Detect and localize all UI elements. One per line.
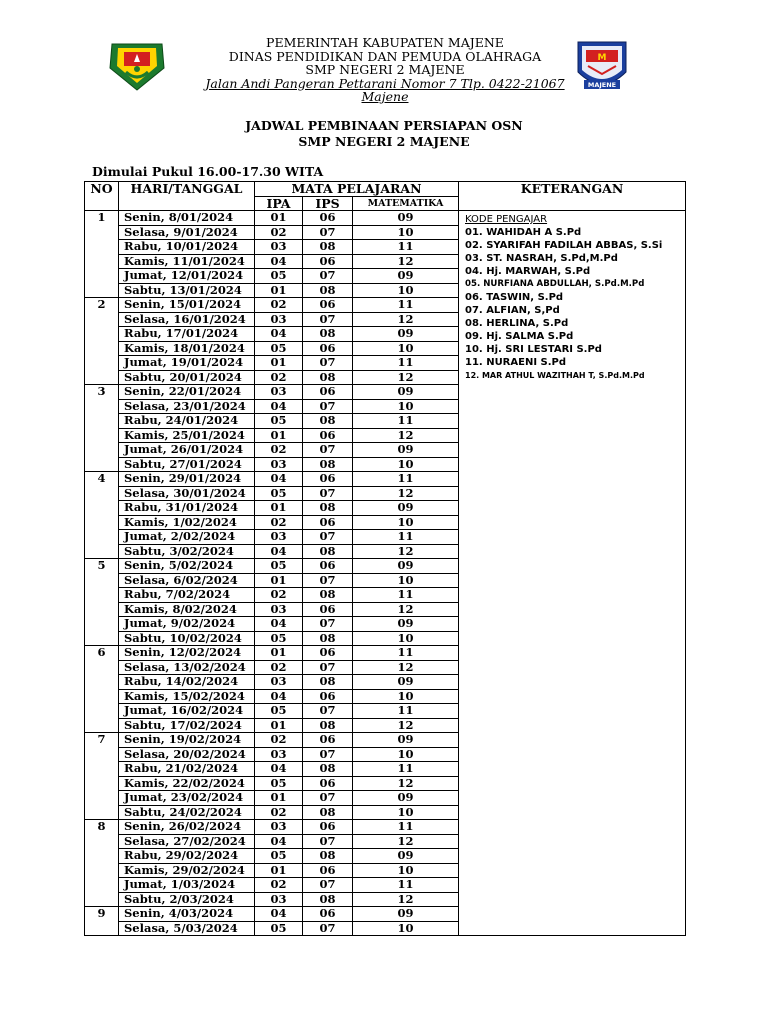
ips-cell: 06 (303, 341, 353, 356)
math-cell: 09 (353, 733, 459, 748)
ips-cell: 08 (303, 718, 353, 733)
math-cell: 12 (353, 428, 459, 443)
date-cell: Rabu, 7/02/2024 (119, 588, 255, 603)
col-header-notes: KETERANGAN (459, 182, 686, 211)
ipa-cell: 02 (255, 588, 303, 603)
ipa-cell: 05 (255, 486, 303, 501)
math-cell: 11 (353, 414, 459, 429)
ips-cell: 07 (303, 573, 353, 588)
ipa-cell: 03 (255, 530, 303, 545)
ipa-cell: 03 (255, 457, 303, 472)
ips-cell: 07 (303, 269, 353, 284)
date-cell: Sabtu, 13/01/2024 (119, 283, 255, 298)
ipa-cell: 01 (255, 791, 303, 806)
col-header-ipa: IPA (255, 196, 303, 211)
ips-cell: 08 (303, 501, 353, 516)
date-cell: Jumat, 1/03/2024 (119, 878, 255, 893)
teacher-code-item: 10. Hj. SRI LESTARI S.Pd (465, 344, 602, 355)
math-cell: 09 (353, 327, 459, 342)
ips-cell: 08 (303, 849, 353, 864)
date-cell: Rabu, 24/01/2024 (119, 414, 255, 429)
ipa-cell: 05 (255, 631, 303, 646)
math-cell: 10 (353, 747, 459, 762)
date-cell: Selasa, 6/02/2024 (119, 573, 255, 588)
date-cell: Rabu, 21/02/2024 (119, 762, 255, 777)
date-cell: Senin, 12/02/2024 (119, 646, 255, 661)
ipa-cell: 01 (255, 211, 303, 226)
ips-cell: 07 (303, 530, 353, 545)
letterhead-line-3: SMP NEGERI 2 MAJENE (305, 62, 465, 78)
teacher-code-item: 12. MAR ATHUL WAZITHAH T, S.Pd.M.Pd (465, 371, 645, 380)
math-cell: 09 (353, 269, 459, 284)
ips-cell: 08 (303, 675, 353, 690)
teacher-code-item: 01. WAHIDAH A S.Pd (465, 227, 582, 238)
ipa-cell: 03 (255, 312, 303, 327)
date-cell: Senin, 5/02/2024 (119, 559, 255, 574)
math-cell: 10 (353, 573, 459, 588)
date-cell: Sabtu, 3/02/2024 (119, 544, 255, 559)
ipa-cell: 05 (255, 269, 303, 284)
ips-cell: 06 (303, 733, 353, 748)
math-cell: 12 (353, 892, 459, 907)
date-cell: Sabtu, 27/01/2024 (119, 457, 255, 472)
date-cell: Selasa, 20/02/2024 (119, 747, 255, 762)
date-cell: Jumat, 23/02/2024 (119, 791, 255, 806)
ips-cell: 07 (303, 747, 353, 762)
ips-cell: 06 (303, 646, 353, 661)
ipa-cell: 02 (255, 733, 303, 748)
ipa-cell: 01 (255, 646, 303, 661)
ipa-cell: 02 (255, 515, 303, 530)
ips-cell: 06 (303, 559, 353, 574)
ipa-cell: 04 (255, 327, 303, 342)
col-header-subjects: MATA PELAJARAN (255, 182, 459, 197)
teacher-code-item: 03. ST. NASRAH, S.Pd,M.Pd (465, 253, 618, 264)
math-cell: 12 (353, 486, 459, 501)
math-cell: 09 (353, 907, 459, 922)
ips-cell: 06 (303, 298, 353, 313)
date-cell: Senin, 26/02/2024 (119, 820, 255, 835)
ips-cell: 06 (303, 776, 353, 791)
week-number: 9 (85, 907, 119, 936)
ipa-cell: 02 (255, 878, 303, 893)
ips-cell: 07 (303, 486, 353, 501)
ips-cell: 06 (303, 602, 353, 617)
ipa-cell: 02 (255, 660, 303, 675)
ips-cell: 08 (303, 892, 353, 907)
teacher-code-item: 06. TASWIN, S.Pd (465, 292, 564, 303)
ipa-cell: 02 (255, 225, 303, 240)
date-cell: Rabu, 31/01/2024 (119, 501, 255, 516)
ipa-cell: 02 (255, 805, 303, 820)
ipa-cell: 05 (255, 921, 303, 936)
week-number: 7 (85, 733, 119, 820)
date-cell: Senin, 15/01/2024 (119, 298, 255, 313)
date-cell: Senin, 29/01/2024 (119, 472, 255, 487)
math-cell: 11 (353, 646, 459, 661)
math-cell: 10 (353, 341, 459, 356)
ips-cell: 08 (303, 240, 353, 255)
ipa-cell: 04 (255, 907, 303, 922)
date-cell: Kamis, 25/01/2024 (119, 428, 255, 443)
teacher-code-item: 08. HERLINA, S.Pd (465, 318, 569, 329)
math-cell: 12 (353, 312, 459, 327)
week-number: 8 (85, 820, 119, 907)
math-cell: 11 (353, 298, 459, 313)
date-cell: Selasa, 23/01/2024 (119, 399, 255, 414)
math-cell: 11 (353, 704, 459, 719)
math-cell: 09 (353, 675, 459, 690)
math-cell: 11 (353, 472, 459, 487)
ipa-cell: 02 (255, 298, 303, 313)
ips-cell: 06 (303, 428, 353, 443)
ipa-cell: 04 (255, 399, 303, 414)
ips-cell: 07 (303, 312, 353, 327)
teacher-code-item: 11. NURAENI S.Pd (465, 357, 567, 368)
ipa-cell: 04 (255, 472, 303, 487)
math-cell: 12 (353, 718, 459, 733)
ips-cell: 06 (303, 385, 353, 400)
date-cell: Jumat, 2/02/2024 (119, 530, 255, 545)
teacher-code-item: 09. Hj. SALMA S.Pd (465, 331, 574, 342)
ipa-cell: 04 (255, 762, 303, 777)
week-number: 6 (85, 646, 119, 733)
math-cell: 10 (353, 399, 459, 414)
ips-cell: 08 (303, 283, 353, 298)
ipa-cell: 05 (255, 849, 303, 864)
ipa-cell: 01 (255, 573, 303, 588)
date-cell: Sabtu, 24/02/2024 (119, 805, 255, 820)
date-cell: Selasa, 5/03/2024 (119, 921, 255, 936)
teacher-codes-title: KODE PENGAJAR (465, 214, 548, 225)
date-cell: Kamis, 29/02/2024 (119, 863, 255, 878)
ipa-cell: 01 (255, 428, 303, 443)
letterhead-address: Jalan Andi Pangeran Pettarani Nomor 7 Tlp. 0422-21067 Majene (205, 75, 565, 105)
date-cell: Senin, 22/01/2024 (119, 385, 255, 400)
ips-cell: 06 (303, 472, 353, 487)
week-number: 1 (85, 211, 119, 298)
ipa-cell: 01 (255, 718, 303, 733)
teacher-code-item: 04. Hj. MARWAH, S.Pd (465, 266, 591, 277)
math-cell: 09 (353, 501, 459, 516)
ips-cell: 07 (303, 225, 353, 240)
date-cell: Rabu, 14/02/2024 (119, 675, 255, 690)
math-cell: 10 (353, 225, 459, 240)
math-cell: 09 (353, 443, 459, 458)
date-cell: Kamis, 15/02/2024 (119, 689, 255, 704)
math-cell: 12 (353, 254, 459, 269)
math-cell: 09 (353, 791, 459, 806)
date-cell: Sabtu, 10/02/2024 (119, 631, 255, 646)
ips-cell: 06 (303, 211, 353, 226)
date-cell: Rabu, 10/01/2024 (119, 240, 255, 255)
ips-cell: 07 (303, 443, 353, 458)
date-cell: Sabtu, 20/01/2024 (119, 370, 255, 385)
date-cell: Senin, 8/01/2024 (119, 211, 255, 226)
ips-cell: 07 (303, 617, 353, 632)
ipa-cell: 03 (255, 675, 303, 690)
math-cell: 12 (353, 776, 459, 791)
math-cell: 10 (353, 457, 459, 472)
ipa-cell: 05 (255, 559, 303, 574)
ipa-cell: 05 (255, 704, 303, 719)
ipa-cell: 01 (255, 356, 303, 371)
date-cell: Senin, 4/03/2024 (119, 907, 255, 922)
math-cell: 09 (353, 385, 459, 400)
letterhead-line-2: DINAS PENDIDIKAN DAN PEMUDA OLAHRAGA (228, 48, 542, 64)
math-cell: 09 (353, 211, 459, 226)
ips-cell: 08 (303, 588, 353, 603)
ips-cell: 07 (303, 704, 353, 719)
ipa-cell: 03 (255, 820, 303, 835)
math-cell: 09 (353, 617, 459, 632)
ips-cell: 08 (303, 762, 353, 777)
ipa-cell: 04 (255, 617, 303, 632)
schedule-table (84, 181, 686, 936)
start-time: Dimulai Pukul 16.00-17.30 WITA (92, 164, 324, 179)
math-cell: 11 (353, 762, 459, 777)
date-cell: Kamis, 18/01/2024 (119, 341, 255, 356)
document-title: JADWAL PEMBINAAN PERSIAPAN OSN (245, 118, 523, 133)
date-cell: Kamis, 11/01/2024 (119, 254, 255, 269)
date-cell: Senin, 19/02/2024 (119, 733, 255, 748)
col-header-date: HARI/TANGGAL (119, 182, 255, 211)
teacher-code-item: 05. NURFIANA ABDULLAH, S.Pd.M.Pd (465, 279, 645, 289)
math-cell: 10 (353, 283, 459, 298)
ips-cell: 06 (303, 515, 353, 530)
document-subtitle: SMP NEGERI 2 MAJENE (298, 134, 470, 149)
ipa-cell: 05 (255, 414, 303, 429)
date-cell: Rabu, 29/02/2024 (119, 849, 255, 864)
date-cell: Jumat, 26/01/2024 (119, 443, 255, 458)
ipa-cell: 03 (255, 240, 303, 255)
ipa-cell: 01 (255, 283, 303, 298)
ips-cell: 08 (303, 327, 353, 342)
ips-cell: 06 (303, 863, 353, 878)
letterhead (180, 36, 590, 104)
ips-cell: 07 (303, 834, 353, 849)
school-emblem-text: MAJENE (587, 81, 617, 89)
ipa-cell: 01 (255, 863, 303, 878)
ips-cell: 08 (303, 805, 353, 820)
week-number: 4 (85, 472, 119, 559)
date-cell: Jumat, 9/02/2024 (119, 617, 255, 632)
ips-cell: 08 (303, 370, 353, 385)
week-number: 5 (85, 559, 119, 646)
date-cell: Jumat, 12/01/2024 (119, 269, 255, 284)
ipa-cell: 04 (255, 254, 303, 269)
ipa-cell: 05 (255, 776, 303, 791)
date-cell: Jumat, 19/01/2024 (119, 356, 255, 371)
math-cell: 09 (353, 559, 459, 574)
ipa-cell: 02 (255, 370, 303, 385)
teacher-code-item: 07. ALFIAN, S,Pd (465, 305, 560, 316)
ips-cell: 07 (303, 399, 353, 414)
ipa-cell: 05 (255, 341, 303, 356)
math-cell: 12 (353, 544, 459, 559)
date-cell: Selasa, 27/02/2024 (119, 834, 255, 849)
ips-cell: 07 (303, 356, 353, 371)
date-cell: Jumat, 16/02/2024 (119, 704, 255, 719)
date-cell: Kamis, 8/02/2024 (119, 602, 255, 617)
math-cell: 10 (353, 515, 459, 530)
date-cell: Selasa, 13/02/2024 (119, 660, 255, 675)
date-cell: Rabu, 17/01/2024 (119, 327, 255, 342)
ipa-cell: 04 (255, 689, 303, 704)
date-cell: Selasa, 9/01/2024 (119, 225, 255, 240)
ips-cell: 06 (303, 820, 353, 835)
math-cell: 11 (353, 240, 459, 255)
ips-cell: 06 (303, 907, 353, 922)
math-cell: 12 (353, 834, 459, 849)
col-header-math: MATEMATIKA (353, 196, 459, 211)
col-header-ips: IPS (303, 196, 353, 211)
math-cell: 10 (353, 863, 459, 878)
math-cell: 10 (353, 805, 459, 820)
date-cell: Kamis, 22/02/2024 (119, 776, 255, 791)
ips-cell: 07 (303, 921, 353, 936)
math-cell: 10 (353, 631, 459, 646)
letterhead-line-1: PEMERINTAH KABUPATEN MAJENE (266, 35, 504, 50)
math-cell: 10 (353, 921, 459, 936)
date-cell: Selasa, 30/01/2024 (119, 486, 255, 501)
ipa-cell: 03 (255, 747, 303, 762)
math-cell: 12 (353, 602, 459, 617)
ipa-cell: 04 (255, 834, 303, 849)
math-cell: 12 (353, 660, 459, 675)
ips-cell: 07 (303, 878, 353, 893)
ips-cell: 06 (303, 689, 353, 704)
math-cell: 11 (353, 588, 459, 603)
math-cell: 11 (353, 878, 459, 893)
teacher-code-item: 02. SYARIFAH FADILAH ABBAS, S.Si (465, 240, 663, 251)
school-emblem-letters: M (597, 53, 607, 63)
ips-cell: 08 (303, 457, 353, 472)
math-cell: 10 (353, 689, 459, 704)
ipa-cell: 02 (255, 443, 303, 458)
date-cell: Sabtu, 17/02/2024 (119, 718, 255, 733)
week-number: 2 (85, 298, 119, 385)
math-cell: 11 (353, 530, 459, 545)
ips-cell: 08 (303, 631, 353, 646)
ips-cell: 07 (303, 791, 353, 806)
date-cell: Kamis, 1/02/2024 (119, 515, 255, 530)
table-row (85, 211, 686, 226)
ipa-cell: 03 (255, 385, 303, 400)
week-number: 3 (85, 385, 119, 472)
date-cell: Selasa, 16/01/2024 (119, 312, 255, 327)
ips-cell: 08 (303, 414, 353, 429)
ipa-cell: 01 (255, 501, 303, 516)
col-header-no: NO (85, 182, 119, 211)
ipa-cell: 04 (255, 544, 303, 559)
majene-regency-emblem (104, 38, 170, 92)
teacher-codes (459, 211, 686, 936)
math-cell: 09 (353, 849, 459, 864)
ipa-cell: 03 (255, 892, 303, 907)
math-cell: 11 (353, 820, 459, 835)
math-cell: 11 (353, 356, 459, 371)
math-cell: 12 (353, 370, 459, 385)
ips-cell: 06 (303, 254, 353, 269)
ips-cell: 08 (303, 544, 353, 559)
ipa-cell: 03 (255, 602, 303, 617)
date-cell: Sabtu, 2/03/2024 (119, 892, 255, 907)
schedule-body (85, 211, 686, 936)
ips-cell: 07 (303, 660, 353, 675)
